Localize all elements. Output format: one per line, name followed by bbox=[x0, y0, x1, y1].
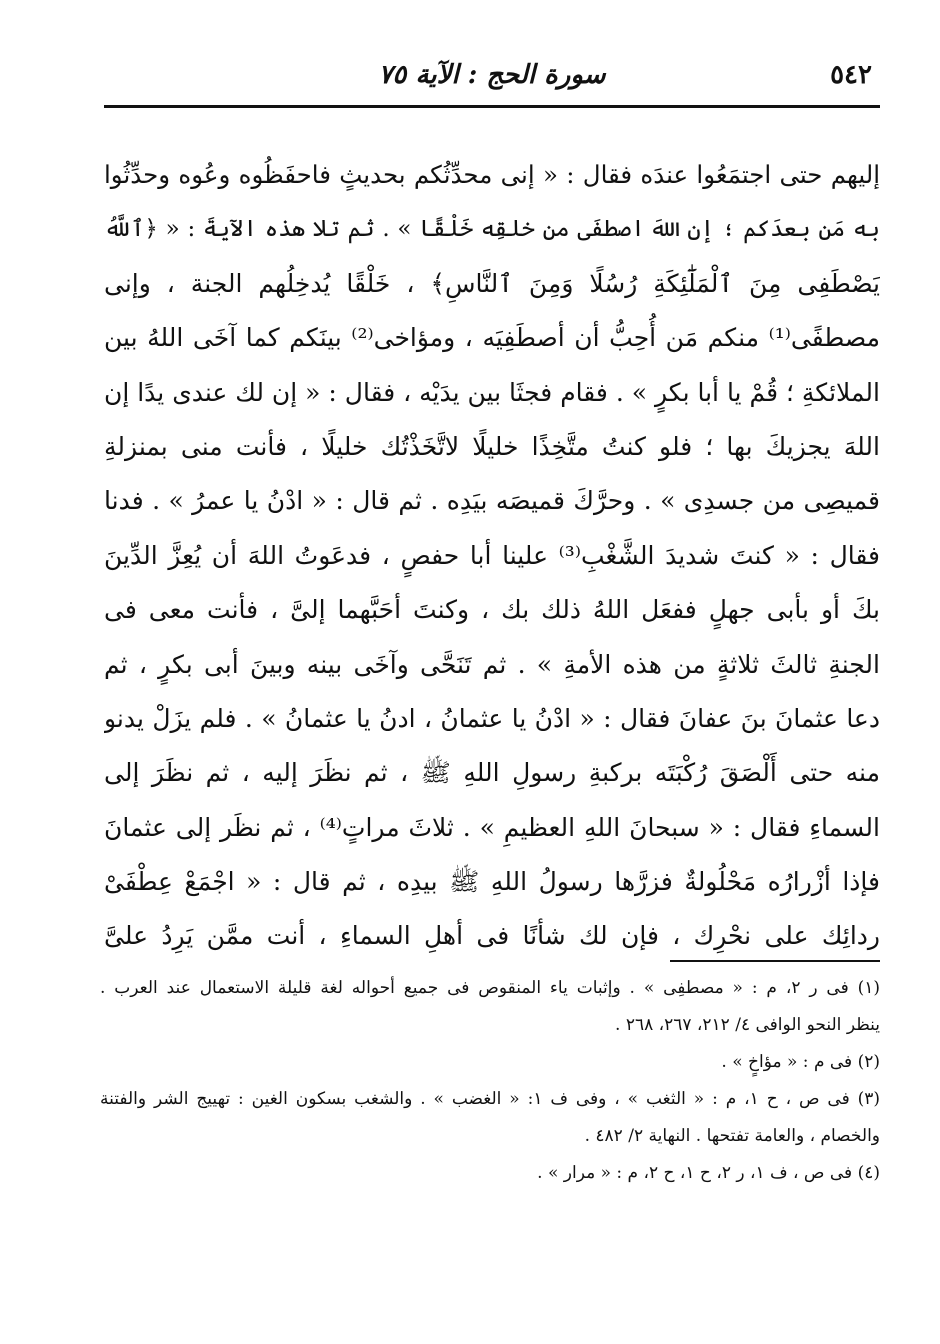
footnote-separator bbox=[670, 960, 880, 962]
footnote-line: (٤) فى ص ، ف ١، ر ٢، ح ١، ح ٢، م : « مرار » . bbox=[537, 1163, 880, 1183]
header-rule bbox=[104, 105, 880, 108]
body-text bbox=[104, 148, 880, 964]
body-line: مصطفًى⁽¹⁾ منكم مَن أُحِبُّ أن أصطَفِيَه ، ومؤاخى⁽²⁾ بينَكم كما آخَى اللهُ بين bbox=[104, 323, 880, 353]
body-line: اللهَ يجزيكَ بها ؛ فلو كنتُ متَّخِذًا خليلًا لاتَّخَذْتُك خليلًا ، فأنت منى بمنزلةِ bbox=[104, 431, 880, 461]
footnotes bbox=[100, 970, 880, 1192]
footnote-line: (٢) فى م : « مؤاخٍ » . bbox=[721, 1052, 880, 1072]
footnote-line: والخصام ، والعامة تفتحها . النهاية ٢/ ٤٨٢ . bbox=[584, 1126, 880, 1146]
body-line: بكَ أو بأبى جهلٍ ففعَل اللهُ ذلك بك ، وكنتَ أحَبَّهما إلىَّ ، فأنت معى فى bbox=[104, 595, 880, 625]
footnote-line: ينظر النحو الوافى ٤/ ٢١٢، ٢٦٧، ٢٦٨ . bbox=[615, 1015, 880, 1035]
footnote-line: (١) فى ر ٢، م : « مصطفِى » . وإثبات ياء المنقوص فى جميع أحواله لغة قليلة الاستعمال عند العرب . bbox=[100, 978, 880, 998]
page-number: ٥٤٢ bbox=[830, 60, 872, 90]
body-line: السماءِ فقال : « سبحانَ اللهِ العظيمِ » . ثلاثَ مراتٍ⁽⁴⁾ ، ثم نظَر إلى عثمانَ bbox=[104, 812, 880, 842]
body-line: يَصْطَفِى مِنَ ٱلْمَلَٰٓئِكَةِ رُسُلًا وَمِنَ ٱلنَّاسِ﴾ ، خَلْقًا يُدخِلُهم الجنة ، وإنى bbox=[104, 268, 880, 298]
page-header bbox=[104, 52, 880, 102]
running-title: سورة الحج : الآية ٧٥ bbox=[378, 60, 606, 90]
body-line: قميصِى من جسدِى » . وحرَّكَ قميصَه بيَدِه . ثم قال : « ادْنُ يا عمرُ » . فدنا bbox=[104, 486, 880, 516]
body-line: منه حتى أَلْصَقَ رُكْبَتَه بركبةِ رسولِ اللهِ ﷺ ، ثم نظَرَ إليه ، ثم نظَرَ إلى bbox=[104, 758, 880, 788]
body-line: إليهم حتى اجتمَعُوا عندَه فقال : « إنى محدِّثُكم بحديثٍ فاحفَظُوه وعُوه وحدِّثُوا bbox=[104, 160, 880, 189]
body-line: دعا عثمانَ بنَ عفانَ فقال : « ادْنُ يا عثمانُ ، ادنُ يا عثمانُ » . فلم يزَلْ يدنو bbox=[104, 703, 880, 733]
body-line: الملائكةِ ؛ قُمْ يا أبا بكرٍ » . فقام فجثَا بين يدَيْه ، فقال : « إن لك عندى يدًا إن bbox=[104, 377, 880, 407]
body-line: فقال : « كنتَ شديدَ الشَّغْبِ⁽³⁾ علينا أبا حفصٍ ، فدعَوتُ اللهَ أن يُعِزَّ الدِّينَ bbox=[104, 540, 880, 570]
body-line: ردائِك على نحْرِك ، فإن لك شأنًا فى أهلِ السماءِ ، أنت ممَّن يَرِدُ علىَّ bbox=[104, 921, 880, 951]
body-line: فإذا أزْرارُه مَحْلُولةٌ فزرَّها رسولُ اللهِ ﷺ بيدِه ، ثم قال : « اجْمَعْ عِطْفَىْ bbox=[104, 867, 880, 897]
body-line: الجنةِ ثالثَ ثلاثةٍ من هذه الأمةِ » . ثم تَنَحَّى وآخَى بينه وبينَ أبى بكرٍ ، ثم bbox=[104, 649, 880, 679]
footnote-line: (٣) فى ص ، ح ١، م : « الثغب » ، وفى ف ١: « الغضب » . والشغب بسكون الغين : تهييج الشر والفتنة bbox=[100, 1089, 880, 1109]
body-line: به مَن بعدَكم ؛ إن اللهَ اصطفَى من خلقِه خَلْقًا » . ثم تلا هذه الآيةَ : « ﴿ٱللَّهُ bbox=[104, 216, 880, 243]
